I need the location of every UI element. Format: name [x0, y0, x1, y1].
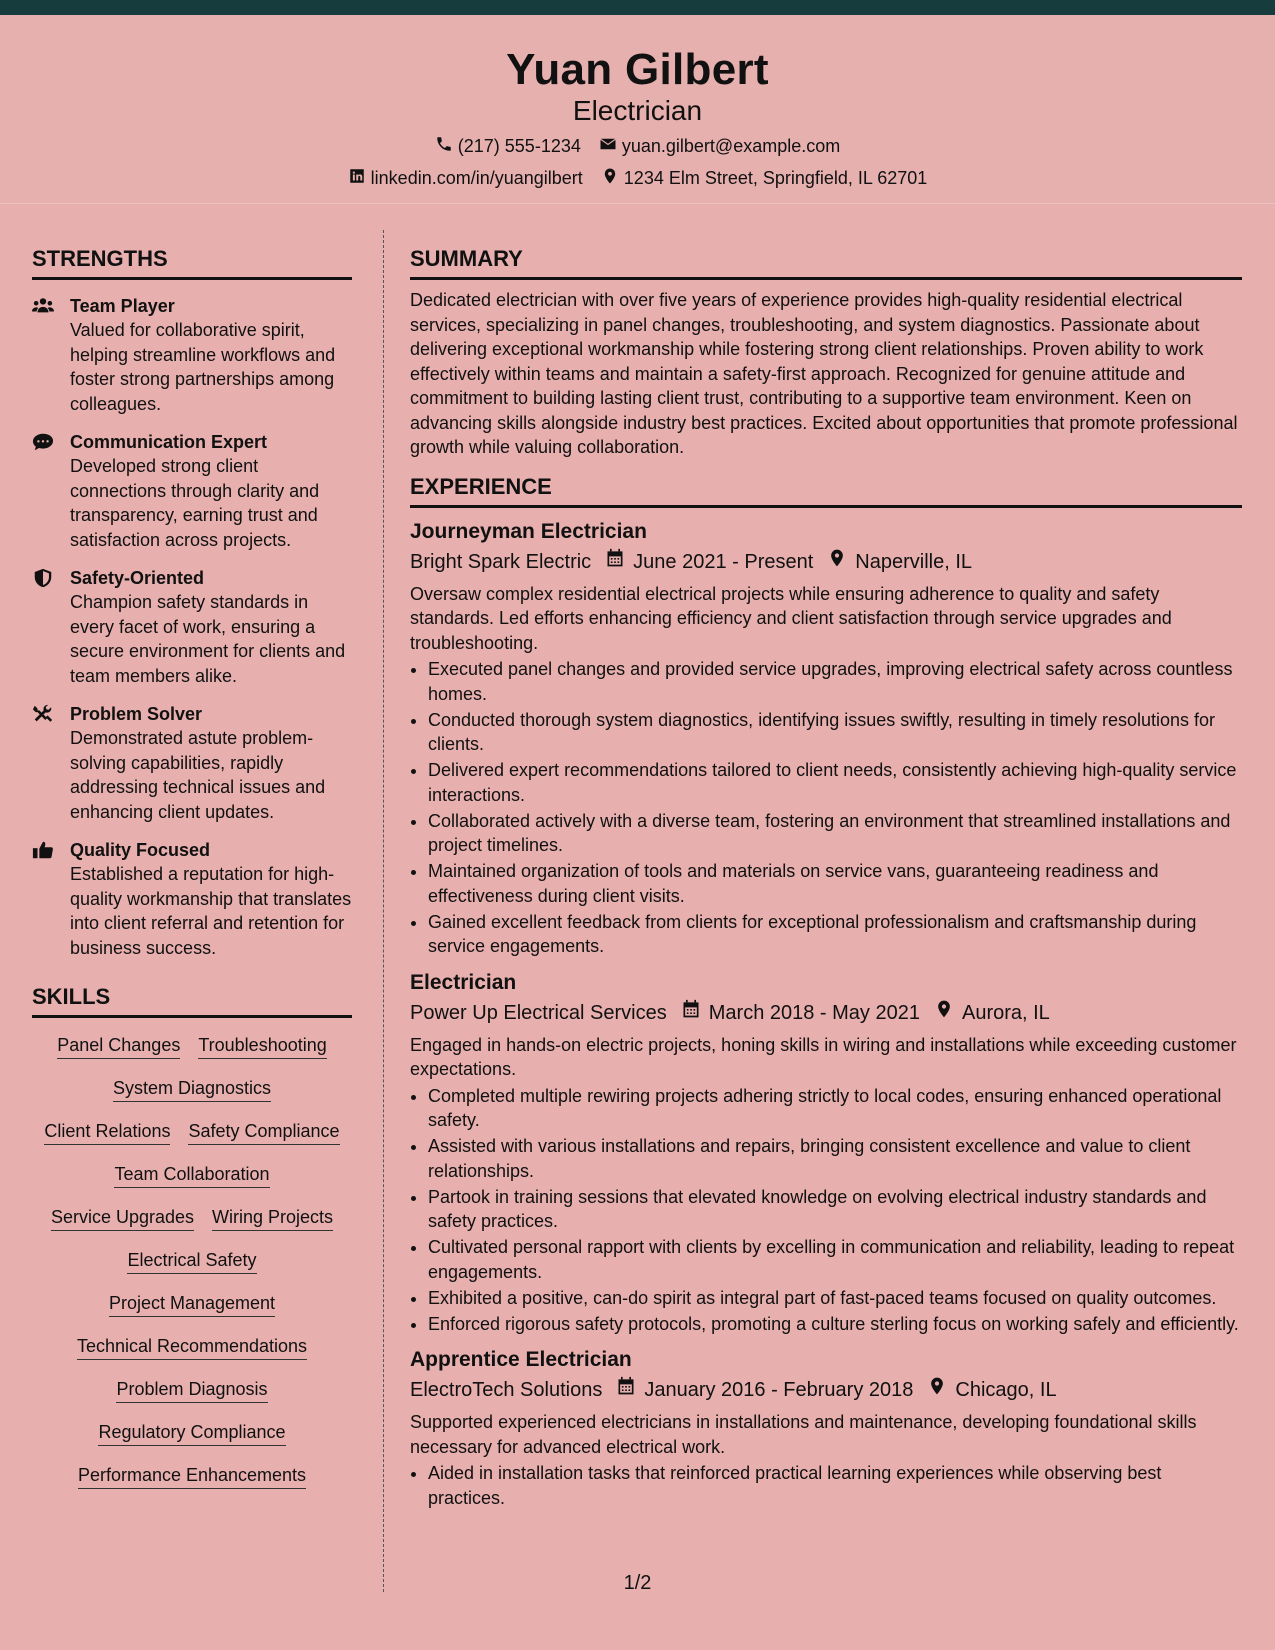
job-bullet: • Completed multiple rewiring projects adhering strictly to local codes, ensuring enhanced operational safety. [428, 1084, 1242, 1133]
job-meta [410, 1376, 1242, 1404]
skill-row [32, 1120, 352, 1145]
linkedin-contact[interactable] [348, 167, 583, 190]
contact-row-2 [0, 167, 1275, 190]
job-bullet: • Conducted thorough system diagnostics, identifying issues swiftly, resulting in timely resolutions for clients. [428, 708, 1242, 757]
job-dates [616, 1376, 913, 1404]
contact-row-1 [0, 135, 1275, 158]
skills-list [32, 1034, 352, 1489]
skill-tag: Performance Enhancements [78, 1464, 306, 1489]
job-company: ElectroTech Solutions [410, 1379, 603, 1401]
email-contact[interactable] [599, 135, 840, 158]
calendar-icon [616, 1376, 636, 1404]
job-location-text: Naperville, IL [855, 550, 973, 573]
job-entry [410, 1346, 1242, 1510]
job-bullet: • Gained excellent feedback from clients for exceptional professionalism and craftsmanship during service engagements. [428, 910, 1242, 959]
map-pin-icon [827, 548, 847, 576]
strength-name: Safety-Oriented [70, 568, 205, 588]
job-meta [410, 999, 1242, 1027]
job-dates-text: June 2021 - Present [633, 550, 814, 573]
job-bullet: • Assisted with various installations and repairs, bringing consistent excellence and value to client relationships. [428, 1134, 1242, 1183]
skill-tag: Service Upgrades [51, 1206, 194, 1231]
job-dates-text: January 2016 - February 2018 [644, 1379, 914, 1401]
left-column [32, 246, 352, 1507]
job-company: Bright Spark Electric [410, 550, 592, 573]
right-column [410, 246, 1242, 1512]
summary-text: Dedicated electrician with over five years of experience provides high-quality residential electrical services, specializing in panel changes, troubleshooting, and system diagnostics. Passionate about delivering exceptional workmanship while fostering strong client relationships. Proven ability to work effectively within teams and maintain a safety-first approach. Recognized for genuine attitude and commitment to building lasting client trust, contributing to a supportive team environment. Keen on advancing skills alongside industry best practices. Excited about opportunities that promote professional growth while valuing collaboration. [410, 290, 1238, 457]
column-divider [383, 230, 384, 1592]
job-location [827, 548, 972, 576]
map-pin-icon [927, 1376, 947, 1404]
users-icon [32, 296, 54, 316]
page-number: 1/2 [623, 1572, 652, 1594]
phone-text: (217) 555-1234 [457, 136, 581, 156]
skill-tag: Panel Changes [57, 1034, 180, 1059]
skill-row [32, 1163, 352, 1188]
skill-tag: Team Collaboration [114, 1163, 269, 1188]
summary-heading: SUMMARY [410, 246, 1242, 280]
job-location [927, 1376, 1056, 1404]
job-bullet: • Exhibited a positive, can-do spirit as integral part of fast-paced teams focused on quality outcomes. [428, 1286, 1242, 1311]
map-pin-icon [934, 999, 954, 1027]
job-bullets [410, 1461, 1242, 1510]
job-title: Journeyman Electrician [410, 519, 647, 543]
job-entry [410, 518, 1242, 959]
strengths-heading: STRENGTHS [32, 246, 352, 280]
address-contact [601, 167, 928, 190]
strength-name: Communication Expert [70, 432, 268, 452]
strength-item [32, 294, 352, 416]
skill-tag: Problem Diagnosis [116, 1378, 267, 1403]
skill-row [32, 1378, 352, 1403]
job-bullet: • Partook in training sessions that elevated knowledge on evolving electrical industry standards and safety practices. [428, 1185, 1242, 1234]
skill-tag: Client Relations [44, 1120, 170, 1145]
job-description: Engaged in hands-on electric projects, honing skills in wiring and installations while exceeding customer expectations. [410, 1034, 1237, 1079]
skill-row [32, 1335, 352, 1360]
job-entry [410, 969, 1242, 1337]
strength-item [32, 838, 352, 960]
job-bullet: • Enforced rigorous safety protocols, promoting a culture sterling focus on working safely and efficiently. [428, 1312, 1242, 1337]
phone-contact[interactable] [435, 135, 581, 158]
job-company: Power Up Electrical Services [410, 1001, 667, 1024]
job-title: Apprentice Electrician [410, 1348, 632, 1371]
strength-desc: Developed strong client connections through clarity and transparency, earning trust and satisfaction across projects. [70, 456, 320, 550]
phone-icon [435, 135, 453, 158]
experience-heading: EXPERIENCE [410, 474, 1242, 508]
job-bullet: • Delivered expert recommendations tailored to client needs, consistently achieving high-quality service interactions. [428, 758, 1242, 807]
skill-tag: Safety Compliance [188, 1120, 339, 1145]
job-description: Supported experienced electricians in installations and maintenance, developing foundational skills necessary for advanced electrical work. [410, 1412, 1197, 1457]
job-bullets [410, 1084, 1242, 1337]
strength-item [32, 702, 352, 824]
strength-name: Quality Focused [70, 840, 211, 860]
job-title: Electrician [410, 970, 517, 994]
job-bullet: • Collaborated actively with a diverse team, fostering an environment that streamlined installations and project timelines. [428, 809, 1242, 858]
job-bullet: • Cultivated personal rapport with clients by excelling in communication and reliability, leading to repeat engagements. [428, 1235, 1242, 1284]
skill-tag: System Diagnostics [113, 1077, 271, 1102]
job-dates [605, 548, 813, 576]
skill-tag: Technical Recommendations [77, 1335, 307, 1360]
job-bullet: • Aided in installation tasks that reinforced practical learning experiences while observing best practices. [428, 1461, 1242, 1510]
skill-row [32, 1034, 352, 1059]
email-text: yuan.gilbert@example.com [621, 136, 841, 156]
top-accent-bar [0, 0, 1275, 15]
job-location-text: Chicago, IL [955, 1379, 1057, 1401]
job-bullet: • Executed panel changes and provided service upgrades, improving electrical safety across countless homes. [428, 657, 1242, 706]
skill-row [32, 1077, 352, 1102]
strength-desc: Established a reputation for high-quality workmanship that translates into client referral and retention for business success. [70, 864, 352, 958]
job-bullet: • Maintained organization of tools and materials on service vans, guaranteeing readiness and effectiveness during client visits. [428, 859, 1242, 908]
job-dates-text: March 2018 - May 2021 [708, 1001, 920, 1024]
job-location [934, 999, 1050, 1027]
shield-icon [32, 568, 54, 588]
skill-row [32, 1249, 352, 1274]
skill-tag: Electrical Safety [127, 1249, 256, 1274]
job-location-text: Aurora, IL [961, 1001, 1050, 1024]
thumbs-up-icon [32, 840, 54, 860]
skill-tag: Troubleshooting [198, 1034, 326, 1059]
strength-desc: Valued for collaborative spirit, helping streamline workflows and foster strong partnerships among colleagues. [70, 320, 336, 414]
candidate-name: Yuan Gilbert [506, 45, 769, 94]
calendar-icon [605, 548, 625, 576]
skill-tag: Regulatory Compliance [98, 1421, 285, 1446]
job-dates [681, 999, 920, 1027]
job-meta [410, 548, 1242, 576]
skills-heading: SKILLS [32, 984, 352, 1018]
strength-desc: Demonstrated astute problem-solving capabilities, rapidly addressing technical issues and enhancing client updates. [70, 728, 326, 822]
skill-tag: Project Management [109, 1292, 275, 1317]
strength-item [32, 566, 352, 688]
map-pin-icon [601, 167, 619, 190]
envelope-icon [599, 135, 617, 158]
strength-name: Problem Solver [70, 704, 203, 724]
skill-row [32, 1464, 352, 1489]
linkedin-icon [348, 167, 366, 190]
strength-name: Team Player [70, 296, 175, 316]
calendar-icon [681, 999, 701, 1027]
strength-item [32, 430, 352, 552]
linkedin-text: linkedin.com/in/yuangilbert [370, 168, 583, 188]
skill-row [32, 1292, 352, 1317]
job-bullets [410, 657, 1242, 959]
candidate-title: Electrician [572, 95, 703, 126]
job-description: Oversaw complex residential electrical projects while ensuring adherence to quality and safety standards. Led efforts enhancing efficiency and client satisfaction through service upgrades and troubleshooting. [410, 583, 1172, 653]
strength-desc: Champion safety standards in every facet of work, ensuring a secure environment for clients and team members alike. [70, 592, 346, 686]
resume-header [0, 15, 1275, 204]
comment-icon [32, 432, 54, 452]
tools-icon [32, 704, 54, 724]
skill-row [32, 1206, 352, 1231]
address-text: 1234 Elm Street, Springfield, IL 62701 [623, 168, 928, 188]
skill-row [32, 1421, 352, 1446]
skill-tag: Wiring Projects [212, 1206, 333, 1231]
